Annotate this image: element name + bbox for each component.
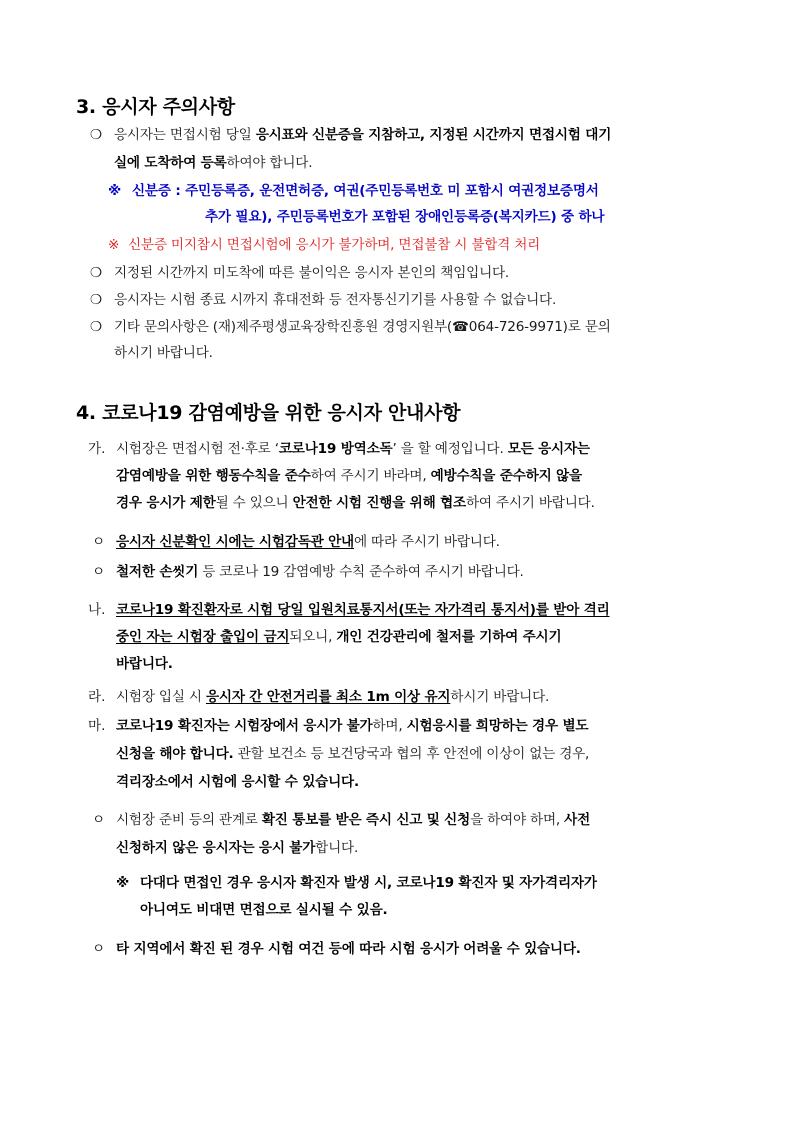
- notice-item-4-line-2: 하시기 바랍니다.: [114, 345, 213, 361]
- item-na-line-3: 바랍니다.: [116, 656, 173, 672]
- item-ma-sub-line-1: 시험장 준비 등의 관계로 확진 통보를 받은 즉시 신고 및 신청을 하여야 하며, 사전: [116, 812, 591, 828]
- reference-mark: ※: [108, 237, 120, 253]
- sub-bullet-marker: ㅇ: [92, 941, 106, 957]
- id-warning-note: 신분증 미지참시 면접시험에 응시가 불가하며, 면접불참 시 불합격 처리: [128, 237, 541, 253]
- item-ma-line-3: 격리장소에서 시험에 응시할 수 있습니다.: [116, 774, 359, 790]
- id-note-line-1: 신분증 : 주민등록증, 운전면허증, 여권(주민등록번호 미 포함시 여권정보증명서: [132, 183, 599, 199]
- item-ma-sub-line-2: 신청하지 않은 응시자는 응시 불가합니다.: [116, 840, 359, 856]
- item-ra: 시험장 입실 시 응시자 간 안전거리를 최소 1m 이상 유지하시기 바랍니다.: [116, 689, 550, 705]
- bullet-marker: ❍: [90, 319, 103, 335]
- notice-item-3: 응시자는 시험 종료 시까지 휴대전화 등 전자통신기기를 사용할 수 없습니다.: [114, 292, 557, 308]
- item-ga-sub-2: 철저한 손씻기 등 코로나 19 감염예방 수칙 준수하여 주시기 바랍니다.: [116, 564, 524, 580]
- sub-bullet-marker: ㅇ: [92, 812, 106, 828]
- item-ga-line-3: 경우 응시가 제한될 수 있으니 안전한 시험 진행을 위해 협조하여 주시기 바랍니다.: [116, 495, 595, 511]
- sub-bullet-marker: ㅇ: [92, 534, 106, 550]
- notice-item-4-line-1: 기타 문의사항은 (재)제주평생교육장학진흥원 경영지원부(☎064-726-9971)로 문의: [114, 319, 611, 335]
- item-label-ra: 라.: [88, 689, 106, 705]
- final-notice: 타 지역에서 확진 된 경우 시험 여건 등에 따라 시험 응시가 어려울 수 있습니다.: [116, 941, 581, 957]
- item-ga-sub-1: 응시자 신분확인 시에는 시험감독관 안내에 따라 주시기 바랍니다.: [116, 534, 500, 550]
- reference-mark: ※: [116, 875, 130, 891]
- section-4-title: 4. 코로나19 감염예방을 위한 응시자 안내사항: [76, 402, 461, 424]
- item-na-line-1: 코로나19 확진환자로 시험 당일 입원치료통지서(또는 자가격리 통지서)를 받아 격리: [116, 602, 610, 618]
- sub-bullet-marker: ㅇ: [92, 564, 106, 580]
- bullet-marker: ❍: [90, 127, 103, 143]
- item-ma-note-line-2: 아니여도 비대면 면접으로 실시될 수 있음.: [140, 902, 388, 918]
- item-label-ga: 가.: [88, 441, 106, 457]
- section-3-title: 3. 응시자 주의사항: [76, 96, 235, 118]
- item-ma-line-1: 코로나19 확진자는 시험장에서 응시가 불가하며, 시험응시를 희망하는 경우 별도: [116, 718, 589, 734]
- bullet-marker: ❍: [90, 265, 103, 281]
- notice-item-1-line-1: 응시자는 면접시험 당일 응시표와 신분증을 지참하고, 지정된 시간까지 면접시험 대기: [114, 127, 612, 143]
- item-ga-line-1: 시험장은 면접시험 전·후로 ‘코로나19 방역소독’ 을 할 예정입니다. 모든 응시자는: [116, 441, 590, 457]
- item-ma-line-2: 신청을 해야 합니다. 관할 보건소 등 보건당국과 협의 후 안전에 이상이 없는 경우,: [116, 746, 590, 762]
- item-ga-line-2: 감염예방을 위한 행동수칙을 준수하여 주시기 바라며, 예방수칙을 준수하지 않을: [116, 468, 582, 484]
- notice-item-1-line-2: 실에 도착하여 등록하여야 합니다.: [114, 155, 313, 171]
- bullet-marker: ❍: [90, 292, 103, 308]
- notice-item-2: 지정된 시간까지 미도착에 따른 불이익은 응시자 본인의 책임입니다.: [114, 265, 510, 281]
- id-note-line-2: 추가 필요), 주민등록번호가 포함된 장애인등록증(복지카드) 중 하나: [205, 209, 605, 225]
- item-label-ma: 마.: [88, 718, 106, 734]
- item-label-na: 나.: [88, 602, 106, 618]
- item-ma-note-line-1: 다대다 면접인 경우 응시자 확진자 발생 시, 코로나19 확진자 및 자가격리자가: [140, 875, 597, 891]
- reference-mark: ※: [108, 183, 122, 199]
- item-na-line-2: 중인 자는 시험장 출입이 금지되오니, 개인 건강관리에 철저를 기하여 주시기: [116, 629, 562, 645]
